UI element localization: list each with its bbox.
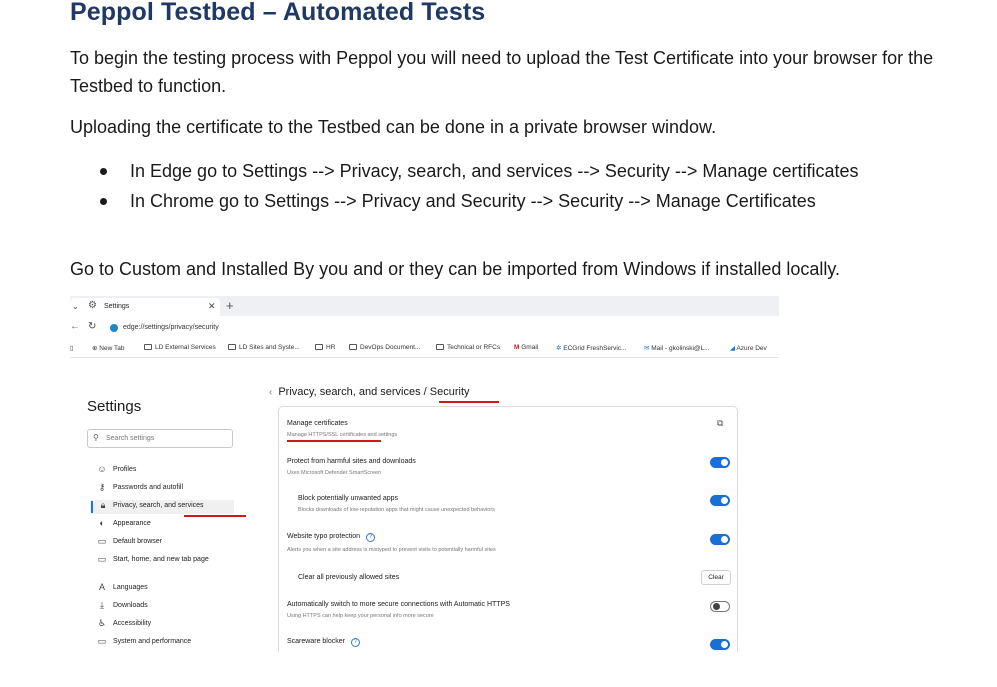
folder-icon [349,344,357,350]
scareware-toggle[interactable] [710,639,730,650]
favorites-icon[interactable]: ▯ [70,345,74,352]
key-icon: ⚷ [98,482,106,492]
new-tab-icon[interactable]: + [226,298,234,313]
search-icon: ⚲ [93,433,99,442]
folder-icon [228,344,236,350]
gmail-icon: M [514,344,520,351]
row-subtitle: Blocks downloads of low-reputation apps that might cause unexpected behaviors [298,507,495,513]
page-title: Peppol Testbed – Automated Tests [70,0,486,26]
row-title: Automatically switch to more secure connections with Automatic HTTPS [287,601,510,608]
sidebar-item-passwords[interactable] [97,482,257,496]
underline-highlight [287,440,381,442]
block-pua-toggle[interactable] [710,495,730,506]
protect-toggle[interactable] [710,457,730,468]
list-item-text: In Chrome go to Settings --> Privacy and Security --> Security --> Manage Certificates [130,191,816,211]
download-icon: ⤓ [100,600,104,610]
favorite-item[interactable]: DevOps Document... [349,344,420,351]
breadcrumb-current: Security [429,386,470,398]
favorite-item[interactable]: M Gmail [514,344,539,351]
edge-logo-icon [110,324,118,332]
sidebar-item-label: Languages [113,584,148,591]
sidebar-item-default-browser[interactable] [97,536,257,550]
row-subtitle: Manage HTTPS/SSL certificates and settings [287,432,398,438]
system-icon: ▭ [97,636,107,646]
back-chevron-icon[interactable]: ‹ [269,387,273,398]
appearance-icon: ◐ [99,518,105,528]
favorite-item[interactable]: Technical or RFCs [436,344,500,351]
row-title: Scareware blocker ? [287,638,360,647]
sidebar-item-profiles[interactable] [97,464,257,478]
mail-icon: ✉ [644,345,650,352]
help-icon[interactable]: ? [366,533,375,542]
clear-button[interactable]: Clear [701,570,731,585]
close-icon[interactable]: ✕ [208,301,216,311]
favorites-bar [70,340,779,358]
favorite-item[interactable]: ✉ Mail - gkolinski@L... [644,345,710,352]
active-indicator [91,501,93,513]
settings-title: Settings [87,398,142,415]
back-icon[interactable]: ← [70,321,80,332]
reload-icon[interactable]: ↻ [88,321,97,332]
tab-label: Settings [104,303,130,310]
sidebar-item-label: Accessibility [113,620,152,627]
gear-icon: ⚙ [88,300,97,311]
languages-icon: A [98,582,105,592]
favorite-item[interactable]: ✲ ECGrid FreshServic... [556,345,627,352]
security-panel [278,406,738,652]
row-subtitle: Uses Microsoft Defender SmartScreen [287,470,382,476]
url-input[interactable]: edge://settings/privacy/security [123,324,219,331]
sidebar-item-start-home[interactable] [97,554,257,568]
home-icon: ▭ [97,554,107,564]
instructions-list [100,156,980,216]
folder-icon [144,344,152,350]
azure-icon: ◢ [730,345,735,352]
list-item [100,156,980,186]
sidebar-item-label: Privacy, search, and services [113,502,204,509]
sidebar-item-languages[interactable] [97,582,257,596]
sidebar-item-downloads[interactable] [97,600,257,614]
typo-toggle[interactable] [710,534,730,545]
sidebar-item-label: Profiles [113,466,137,473]
favorite-item[interactable]: LD Sites and Syste... [228,344,300,351]
sidebar-item-appearance[interactable] [97,518,257,532]
row-title: Protect from harmful sites and downloads [287,458,416,465]
underline-highlight [439,401,499,403]
https-toggle[interactable] [710,601,730,612]
row-subtitle: Alerts you when a site address is mistyped to prevent visits to potentially harmful sites [287,547,496,553]
sidebar-item-accessibility[interactable] [97,618,257,632]
bullet-icon [100,168,107,175]
profile-icon: ☺ [97,464,107,474]
ecgrid-icon: ✲ [556,345,562,352]
search-placeholder: Search settings [106,435,155,442]
lock-icon: 🔒︎ [100,500,106,510]
row-subtitle: Using HTTPS can help keep your personal info more secure [287,613,434,619]
sidebar-item-label: Downloads [113,602,148,609]
search-input[interactable] [87,429,233,448]
bullet-icon [100,198,107,205]
sidebar-item-label: Passwords and autofill [113,484,184,491]
accessibility-icon: ♿︎ [97,618,107,628]
favorite-item[interactable]: LD External Services [144,344,216,351]
tab-settings[interactable] [70,298,220,316]
browser-icon: ▭ [97,536,107,546]
favorite-item[interactable]: ⊕ New Tab [92,345,125,352]
private-window-paragraph: Uploading the certificate to the Testbed can be done in a private browser window. [70,117,717,137]
edge-settings-screenshot [70,296,779,652]
chevron-down-icon[interactable]: ⌄ [72,302,79,311]
sidebar-item-label: System and performance [113,638,192,645]
breadcrumb-separator: / [423,386,427,398]
underline-highlight [184,515,246,517]
breadcrumb-parent[interactable]: Privacy, search, and services [278,386,421,398]
external-link-icon[interactable]: ⧉ [717,418,724,428]
sidebar-item-system[interactable] [97,636,257,650]
sidebar-item-label: Appearance [113,520,151,527]
row-title: Website typo protection ? [287,533,375,542]
sidebar-item-privacy[interactable] [90,500,234,514]
import-paragraph: Go to Custom and Installed By you and or they can be imported from Windows if installed locally. [70,259,841,279]
breadcrumb [269,386,470,398]
address-bar [70,318,779,338]
row-title: Manage certificates [287,420,348,427]
list-item [100,186,980,216]
list-item-text: In Edge go to Settings --> Privacy, search, and services --> Security --> Manage certificates [130,161,859,181]
folder-icon [315,344,323,350]
favorite-item[interactable]: ◢ Azure Dev [730,345,767,352]
favorite-item[interactable]: HR [315,344,335,351]
folder-icon [436,344,444,350]
row-title: Clear all previously allowed sites [298,574,400,581]
sidebar-item-label: Default browser [113,538,163,545]
tab-bar [70,296,779,316]
help-icon[interactable]: ? [351,638,360,647]
row-title: Block potentially unwanted apps [298,495,399,502]
intro-paragraph: To begin the testing process with Peppol you will need to upload the Test Certificate into your browser for the Testbed to function. [70,48,934,96]
sidebar-item-label: Start, home, and new tab page [113,556,209,563]
